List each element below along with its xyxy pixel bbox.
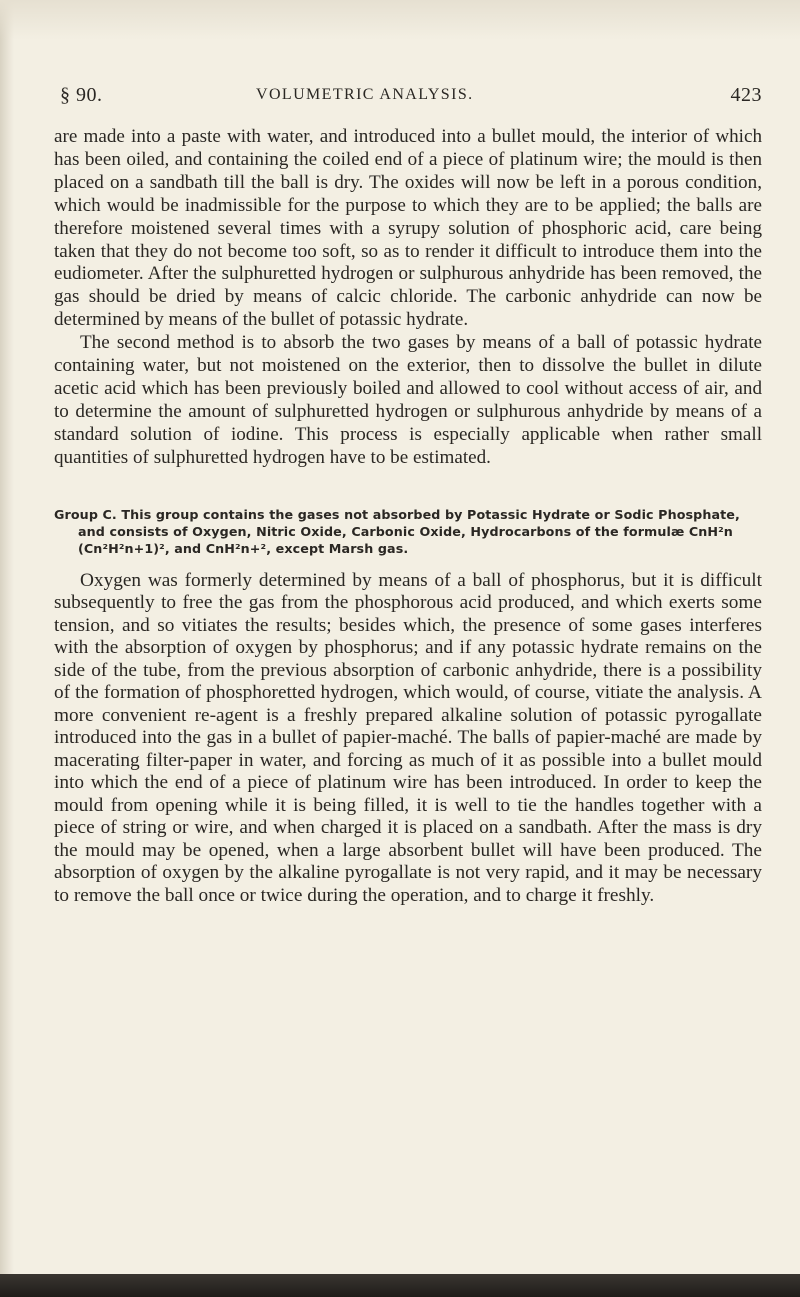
page-bottom-edge (0, 1274, 800, 1297)
paragraph-second-method: The second method is to absorb the two gases by means of a ball of potassic hydrate containing water, but not moistened on the exterior, then to dissolve the bullet in dilute acetic acid which has been previously boiled and allowed to cool without access of air, and to determine the amount of sulphuretted hydrogen or sulphurous anhydride by means of a standard solution of iodine. This process is especially applicable when rather small quantities of sulphuretted hydrogen have to be estimated. (54, 332, 762, 468)
page-number: 423 (730, 84, 762, 106)
paragraph-continued: are made into a paste with water, and introduced into a bullet mould, the interior of which has been oiled, and containing the coiled end of a piece of platinum wire; the mould is then placed on a sandbath till the ball is dry. The oxides will now be left in a porous condition, which would be inadmissible for the purpose to which they are to be applied; the balls are therefore moistened several times with a syrupy solution of phosphoric acid, care being taken that they do not become too soft, so as to render it difficult to introduce them into the eudiometer. After the sulphuretted hydrogen or sulphurous anhydride has been removed, the gas should be dried by means of calcic chloride. The carbonic anhydride can now be determined by means of the bullet of potassic hydrate. (54, 126, 762, 331)
book-page (54, 84, 762, 907)
group-c-heading: Group C. This group contains the gases not absorbed by Potassic Hydrate or Sodic Phosphate, and consists of Oxygen, Nitric Oxide, Carbonic Oxide, Hydrocarbons of the formulæ CnH²n (Cn²H²n+1)², and CnH²n+², except Marsh gas. (54, 506, 740, 556)
page-gutter-shadow (0, 0, 14, 1297)
paragraph-oxygen: Oxygen was formerly determined by means of a ball of phosphorus, but it is difficult subsequently to free the gas from the phosphorous acid produced, and which exerts some tension, and so vitiates the results; besides which, the presence of some gases interferes with the absorption of oxygen by phosphorus; and if any potassic hydrate remains on the side of the tube, from the previous absorption of carbonic anhydride, there is a possibility of the formation of phosphoretted hydrogen, which would, of course, vitiate the analysis. A more convenient re-agent is a freshly prepared alkaline solution of potassic pyrogallate introduced into the gas in a bullet of papier-maché. The balls of papier-maché are made by macerating filter-paper in water, and forcing as much of it as possible into a bullet mould into which the end of a piece of platinum wire has been introduced. In order to keep the mould from opening while it is being filled, it is well to tie the handles together with a piece of string or wire, and when charged it is placed on a sandbath. After the mass is dry the mould may be opened, when a large absorbent bullet will have been produced. The absorption of oxygen by the alkaline pyrogallate is not very rapid, and it may be necessary to remove the ball once or twice during the operation, and to charge it freshly. (54, 569, 762, 906)
running-head (54, 84, 762, 114)
running-title: VOLUMETRIC ANALYSIS. (256, 86, 474, 103)
page-top-shadow (0, 0, 800, 40)
section-number: § 90. (60, 84, 103, 106)
